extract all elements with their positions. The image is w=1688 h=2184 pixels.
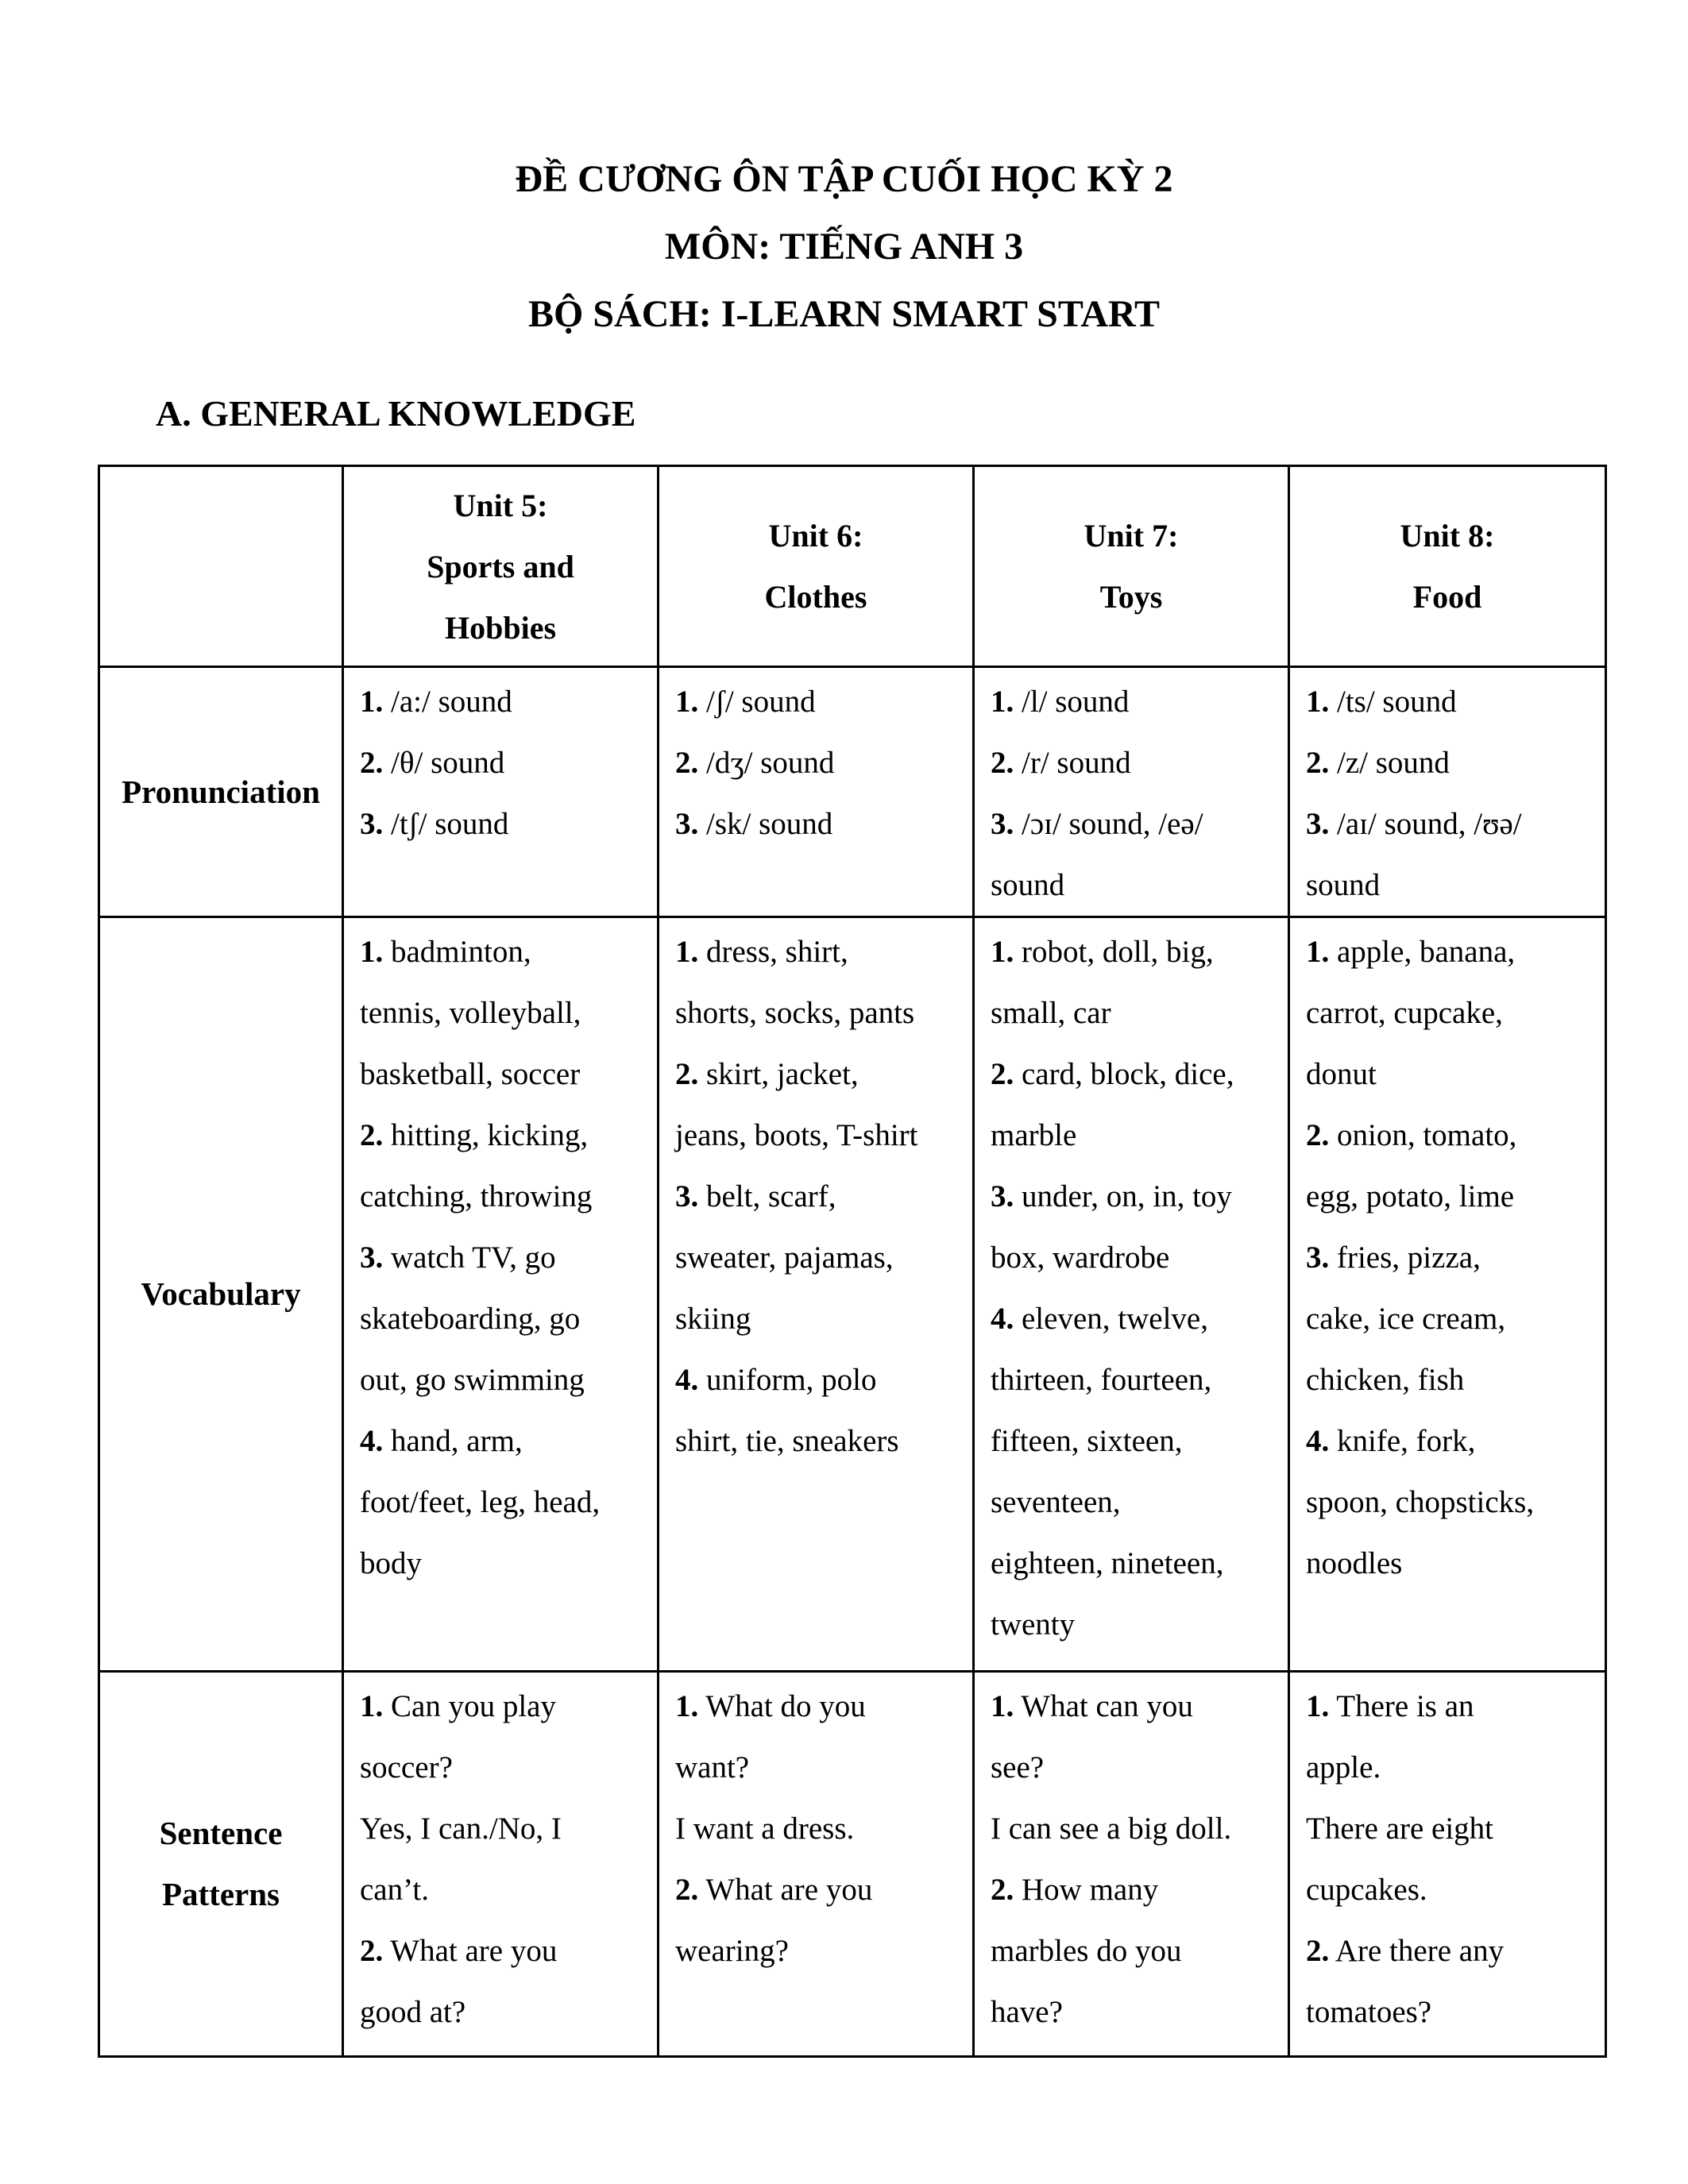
text-line: 3. /ɔɪ/ sound, /eə/: [991, 807, 1203, 841]
text-line: soccer?: [360, 1750, 453, 1785]
text-line: 1. What can you: [991, 1689, 1193, 1723]
text-line: chicken, fish: [1306, 1363, 1465, 1397]
text-line: 2. /θ/ sound: [360, 746, 505, 780]
text-line: 3. /sk/ sound: [675, 807, 833, 841]
text-line: 2. card, block, dice,: [991, 1057, 1234, 1091]
text-line: shirt, tie, sneakers: [675, 1424, 899, 1458]
cell-sentence-unit8: [1289, 1672, 1606, 2057]
text-line: Patterns: [161, 1876, 280, 1912]
text-line: foot/feet, leg, head,: [360, 1485, 601, 1519]
header-unit5: [343, 466, 659, 667]
cell-pronunciation-unit7: [974, 667, 1289, 917]
title-line-1: ĐỀ CƯƠNG ÔN TẬP CUỐI HỌC KỲ 2: [515, 158, 1173, 200]
text-line: tennis, volleyball,: [360, 996, 581, 1030]
text-line: fifteen, sixteen,: [991, 1424, 1183, 1458]
text-line: have?: [991, 1995, 1063, 2029]
vocabulary-row: [99, 917, 1606, 1672]
text-line: see?: [991, 1750, 1045, 1785]
text-line: 1. /l/ sound: [991, 685, 1130, 719]
text-line: skiing: [675, 1302, 751, 1336]
text-line: 1. There is an: [1306, 1689, 1474, 1723]
text-line: Food: [1412, 579, 1482, 615]
cell-vocabulary-unit6: [659, 917, 974, 1672]
text-line: sweater, pajamas,: [675, 1241, 894, 1275]
text-line: can’t.: [360, 1873, 429, 1907]
text-line: twenty: [991, 1607, 1076, 1642]
text-line: Unit 5:: [453, 487, 548, 523]
cell-vocabulary-unit8: [1289, 917, 1606, 1672]
title-line-2: MÔN: TIẾNG ANH 3: [664, 226, 1024, 268]
sentence-patterns-row: [99, 1672, 1606, 2057]
text-line: 2. onion, tomato,: [1306, 1118, 1517, 1152]
text-line: 3. /aɪ/ sound, /ʊə/: [1306, 807, 1522, 841]
text-line: 1. /ts/ sound: [1306, 685, 1457, 719]
text-line: Sentence: [159, 1815, 283, 1851]
text-line: 2. /r/ sound: [991, 746, 1131, 780]
row-label-vocabulary: [99, 917, 343, 1672]
document-title: [0, 145, 1688, 348]
general-knowledge-table: [98, 465, 1607, 2058]
text-line: Unit 8:: [1400, 518, 1495, 554]
text-line: 2. What are you: [675, 1873, 873, 1907]
text-line: tomatoes?: [1306, 1995, 1432, 2029]
cell-vocabulary-unit7: [974, 917, 1289, 1672]
row-label-pronunciation: [99, 667, 343, 917]
text-line: I can see a big doll.: [991, 1812, 1232, 1846]
text-line: thirteen, fourteen,: [991, 1363, 1212, 1397]
text-line: Toys: [1099, 579, 1163, 615]
text-line: want?: [675, 1750, 750, 1785]
cell-sentence-unit6: [659, 1672, 974, 2057]
text-line: good at?: [360, 1995, 466, 2029]
text-line: cake, ice cream,: [1306, 1302, 1506, 1336]
text-line: 1. /ʃ/ sound: [675, 685, 816, 719]
text-line: Pronunciation: [122, 773, 320, 810]
cell-sentence-unit5: [343, 1672, 659, 2057]
text-line: 3. fries, pizza,: [1306, 1241, 1481, 1275]
text-line: skateboarding, go: [360, 1302, 581, 1336]
text-line: spoon, chopsticks,: [1306, 1485, 1535, 1519]
text-line: marbles do you: [991, 1934, 1182, 1968]
text-line: eighteen, nineteen,: [991, 1546, 1224, 1580]
text-line: 3. belt, scarf,: [675, 1179, 836, 1214]
text-line: 1. /a:/ sound: [360, 685, 512, 719]
header-unit6: [659, 466, 974, 667]
text-line: Unit 7:: [1083, 518, 1179, 554]
text-line: 2. /dʒ/ sound: [675, 746, 835, 780]
text-line: carrot, cupcake,: [1306, 996, 1503, 1030]
text-line: 1. dress, shirt,: [675, 935, 848, 969]
text-line: Unit 6:: [768, 518, 863, 554]
text-line: Sports and: [427, 548, 574, 585]
text-line: jeans, boots, T-shirt: [675, 1118, 918, 1152]
text-line: 1. apple, banana,: [1306, 935, 1516, 969]
text-line: out, go swimming: [360, 1363, 585, 1397]
text-line: sound: [991, 868, 1065, 902]
text-line: marble: [991, 1118, 1077, 1152]
text-line: noodles: [1306, 1546, 1403, 1580]
text-line: 2. hitting, kicking,: [360, 1118, 589, 1152]
text-line: 2. skirt, jacket,: [675, 1057, 859, 1091]
text-line: Vocabulary: [141, 1275, 301, 1312]
text-line: 4. eleven, twelve,: [991, 1302, 1208, 1336]
text-line: 2. What are you: [360, 1934, 558, 1968]
text-line: Yes, I can./No, I: [360, 1812, 562, 1846]
text-line: Hobbies: [444, 609, 557, 646]
text-line: Clothes: [764, 579, 867, 615]
header-unit7: [974, 466, 1289, 667]
text-line: cupcakes.: [1306, 1873, 1427, 1907]
text-line: 1. badminton,: [360, 935, 531, 969]
text-line: There are eight: [1306, 1812, 1494, 1846]
text-line: 3. /tʃ/ sound: [360, 807, 509, 841]
cell-pronunciation-unit6: [659, 667, 974, 917]
text-line: 4. uniform, polo: [675, 1363, 877, 1397]
text-line: catching, throwing: [360, 1179, 593, 1214]
text-line: 3. under, on, in, toy: [991, 1179, 1232, 1214]
pronunciation-row: [99, 667, 1606, 917]
text-line: 1. robot, doll, big,: [991, 935, 1214, 969]
cell-pronunciation-unit8: [1289, 667, 1606, 917]
text-line: basketball, soccer: [360, 1057, 581, 1091]
text-line: 2. How many: [991, 1873, 1159, 1907]
text-line: 4. knife, fork,: [1306, 1424, 1476, 1458]
text-line: seventeen,: [991, 1485, 1121, 1519]
text-line: sound: [1306, 868, 1381, 902]
text-line: donut: [1306, 1057, 1377, 1091]
row-label-sentence-patterns: [99, 1672, 343, 2057]
table-header-row: [99, 466, 1606, 667]
text-line: I want a dress.: [675, 1812, 855, 1846]
cell-sentence-unit7: [974, 1672, 1289, 2057]
text-line: 1. What do you: [675, 1689, 866, 1723]
table-corner-cell: [99, 466, 343, 667]
cell-vocabulary-unit5: [343, 917, 659, 1672]
text-line: 1. Can you play: [360, 1689, 556, 1723]
header-unit8: [1289, 466, 1606, 667]
section-heading: A. GENERAL KNOWLEDGE: [156, 393, 636, 434]
text-line: 3. watch TV, go: [360, 1241, 556, 1275]
cell-pronunciation-unit5: [343, 667, 659, 917]
text-line: 2. /z/ sound: [1306, 746, 1450, 780]
text-line: apple.: [1306, 1750, 1381, 1785]
text-line: egg, potato, lime: [1306, 1179, 1515, 1214]
title-line-3: BỘ SÁCH: I-LEARN SMART START: [528, 293, 1160, 335]
text-line: body: [360, 1546, 422, 1580]
text-line: small, car: [991, 996, 1111, 1030]
text-line: 2. Are there any: [1306, 1934, 1505, 1968]
text-line: box, wardrobe: [991, 1241, 1170, 1275]
text-line: shorts, socks, pants: [675, 996, 915, 1030]
text-line: wearing?: [675, 1934, 789, 1968]
text-line: 4. hand, arm,: [360, 1424, 523, 1458]
